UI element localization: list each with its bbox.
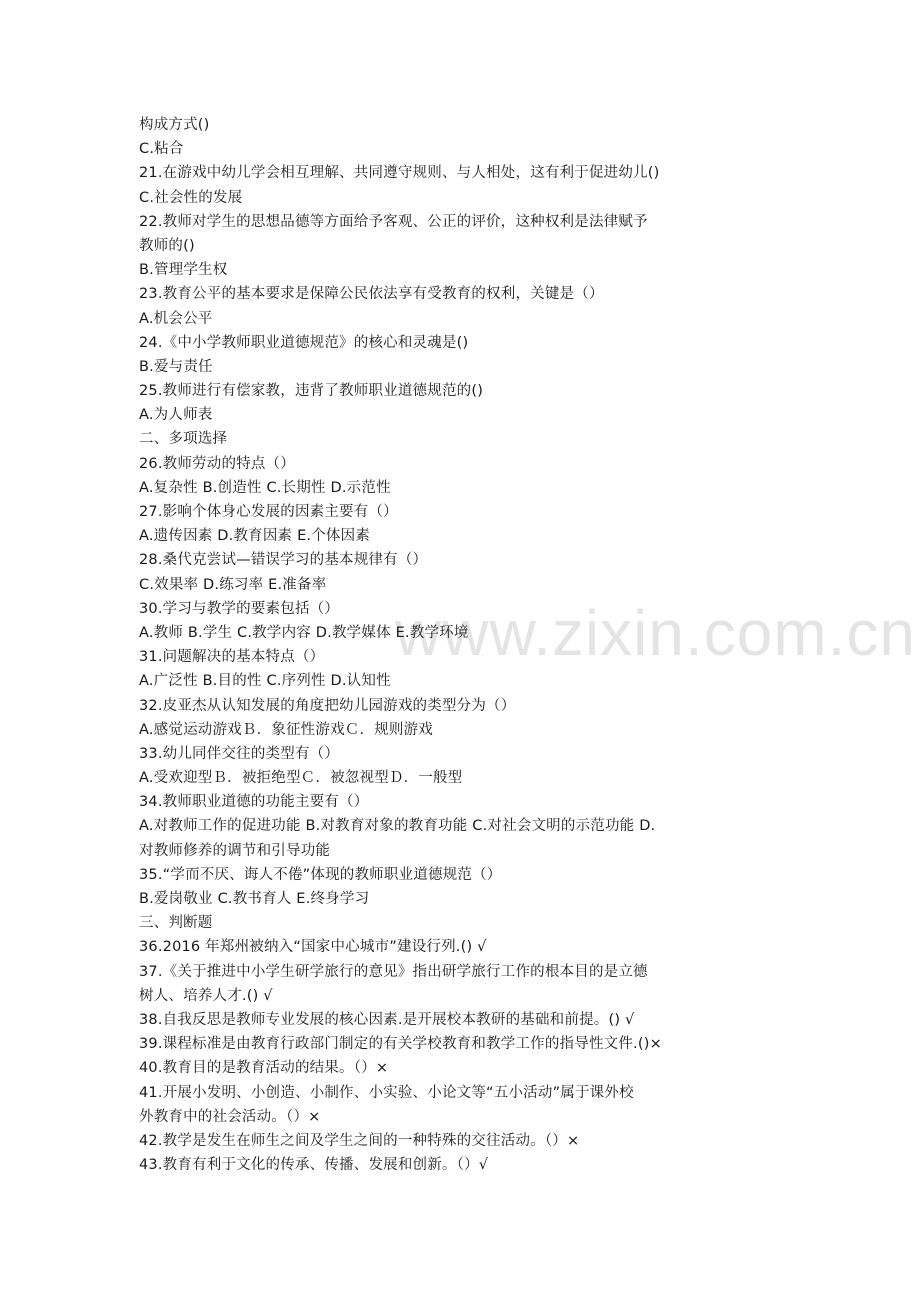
document-page xyxy=(139,113,739,1177)
text-line: 40.教育目的是教育活动的结果。（）× xyxy=(139,1060,389,1077)
text-line: 35.“学而不厌、诲人不倦”体现的教师职业道德规范（） xyxy=(139,866,502,883)
text-line: 28.桑代克尝试—错误学习的基本规律有（） xyxy=(139,552,428,569)
text-line: 27.影响个体身心发展的因素主要有（） xyxy=(139,504,398,520)
text-line: C.效果率 D.练习率 E.准备率 xyxy=(139,576,327,593)
text-line: 23.教育公平的基本要求是保障公民依法享有受教育的权利，关键是（） xyxy=(139,286,604,303)
text-line: A.广泛性 B.目的性 C.序列性 D.认知性 xyxy=(139,673,391,690)
text-line: 41.开展小发明、小创造、小制作、小实验、小论文等“五小活动”属于课外校 xyxy=(139,1084,634,1101)
text-line: A.教师 B.学生 C.教学内容 D.教学媒体 E.教学环境 xyxy=(139,624,469,641)
text-line: B.爱与责任 xyxy=(139,358,213,375)
text-line: 43.教育有利于文化的传承、传播、发展和创新。（）√ xyxy=(139,1157,489,1174)
text-line: A.机会公平 xyxy=(139,310,213,327)
text-line: A.遗传因素 D.教育因素 E.个体因素 xyxy=(139,528,371,545)
text-line: 教师的() xyxy=(139,237,195,254)
text-line: 32.皮亚杰从认知发展的角度把幼儿园游戏的类型分为（） xyxy=(139,697,516,714)
text-line: 21.在游戏中幼儿学会相互理解、共同遵守规则、与人相处，这有利于促进幼儿() xyxy=(139,165,660,182)
text-line: 36.2016 年郑州被纳入“国家中心城市”建设行列.() √ xyxy=(139,939,487,956)
text-line: 22.教师对学生的思想品德等方面给予客观、公正的评价，这种权利是法律赋予 xyxy=(139,213,648,230)
section-heading: 三、判断题 xyxy=(139,915,213,932)
text-line: 对教师修养的调节和引导功能 xyxy=(139,842,331,859)
text-line: 25.教师进行有偿家教，违背了教师职业道德规范的() xyxy=(139,383,484,400)
text-line: 33.幼儿同伴交往的类型有（） xyxy=(139,745,340,762)
text-line: C.社会性的发展 xyxy=(139,189,243,206)
text-line: A.感觉运动游戏Ｂ．象征性游戏Ｃ．规则游戏 xyxy=(139,721,433,738)
text-line: 39.课程标准是由教育行政部门制定的有关学校教育和教学工作的指导性文件.()× xyxy=(139,1036,662,1053)
text-line: A.受欢迎型Ｂ．被拒绝型Ｃ．被忽视型Ｄ．一般型 xyxy=(139,770,463,787)
text-line: A.为人师表 xyxy=(139,407,213,424)
text-line: 31.问题解决的基本特点（） xyxy=(139,649,325,666)
watermark: www.zixin.com.cn xyxy=(395,597,916,669)
text-line: C.粘合 xyxy=(139,141,184,158)
text-line: 26.教师劳动的特点（） xyxy=(139,455,295,472)
section-heading: 二、多项选择 xyxy=(139,431,228,448)
text-line: 38.自我反思是教师专业发展的核心因素.是开展校本教研的基础和前提。() √ xyxy=(139,1011,635,1028)
text-line: 30.学习与教学的要素包括（） xyxy=(139,600,340,617)
text-line: 37.《关于推进中小学生研学旅行的意见》指出研学旅行工作的根本目的是立德 xyxy=(139,963,648,980)
text-line: 34.教师职业道德的功能主要有（） xyxy=(139,794,369,811)
text-line: B.爱岗敬业 C.教书育人 E.终身学习 xyxy=(139,891,370,907)
text-line: 42.教学是发生在师生之间及学生之间的一种特殊的交往活动。（）× xyxy=(139,1132,580,1149)
text-line: 外教育中的社会活动。（）× xyxy=(139,1108,321,1125)
text-line: 树人、培养人才.() √ xyxy=(139,987,273,1004)
text-line: 24.《中小学教师职业道德规范》的核心和灵魂是() xyxy=(139,334,469,351)
text-line: A.对教师工作的促进功能 B.对教育对象的教育功能 C.对社会文明的示范功能 D. xyxy=(139,818,656,835)
text-line: 构成方式() xyxy=(139,117,210,133)
text-line: A.复杂性 B.创造性 C.长期性 D.示范性 xyxy=(139,479,391,496)
text-line: B.管理学生权 xyxy=(139,262,228,279)
